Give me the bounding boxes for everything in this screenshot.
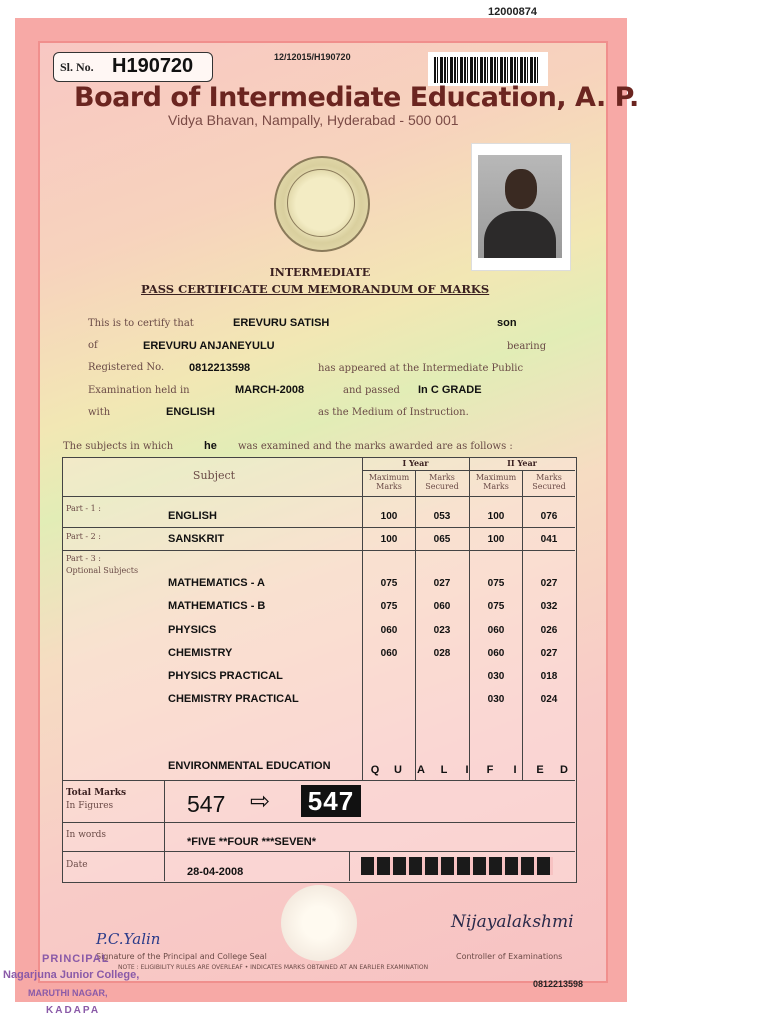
subject-name: CHEMISTRY — [168, 647, 233, 659]
qualified-letter: U — [394, 764, 402, 776]
subject-name: ENGLISH — [168, 510, 217, 522]
mark-cell-y2max: 100 — [487, 511, 505, 522]
serial-number-box — [53, 52, 213, 82]
serial-value: H190720 — [112, 55, 194, 77]
grade: In C GRADE — [418, 384, 482, 396]
year1-header: I Year — [402, 458, 429, 468]
table-divider — [415, 470, 416, 780]
qualified-letter: Q — [370, 764, 380, 776]
mark-cell-y1sec: 028 — [433, 648, 451, 659]
mark-cell-y2sec: 018 — [540, 671, 558, 682]
photo-head — [505, 169, 537, 209]
mark-cell-y2max: 075 — [487, 601, 505, 612]
qualified-letter: L — [440, 764, 448, 776]
y1-max-header: Maximum Marks — [368, 473, 410, 491]
date-label: Date — [66, 860, 88, 870]
mark-cell-y1max: 100 — [380, 511, 398, 522]
subject-name: MATHEMATICS - A — [168, 577, 265, 589]
seal-inner-ring — [287, 169, 355, 237]
subject-header: Subject — [192, 469, 236, 482]
mark-cell-y2sec: 027 — [540, 578, 558, 589]
passed-label: and passed — [343, 385, 400, 396]
stamp-college: Nagarjuna Junior College, — [3, 969, 140, 981]
board-title: Board of Intermediate Education, A. P. — [74, 82, 639, 113]
board-address: Vidya Bhavan, Nampally, Hyderabad - 500 001 — [168, 112, 459, 128]
table-divider — [62, 851, 575, 852]
certify-label: This is to certify that — [88, 318, 194, 329]
mark-cell-y1max: 075 — [380, 601, 398, 612]
y2-max-header: Maximum Marks — [475, 473, 517, 491]
qualified-letter: I — [513, 764, 517, 776]
words-value: *FIVE **FOUR ***SEVEN* — [187, 836, 316, 848]
table-divider — [164, 780, 165, 881]
medium: ENGLISH — [166, 406, 215, 418]
redacted-barcode — [361, 857, 553, 875]
mark-cell-y2sec: 027 — [540, 648, 558, 659]
qualified-letter: D — [560, 764, 568, 776]
medium-text: as the Medium of Instruction. — [318, 407, 469, 418]
exam-date: MARCH-2008 — [235, 384, 305, 396]
mark-cell-y2max: 060 — [487, 625, 505, 636]
registered-number: 0812213598 — [189, 362, 251, 374]
table-divider — [62, 550, 575, 551]
registered-label: Registered No. — [88, 362, 165, 373]
mark-cell-y2sec: 024 — [540, 694, 558, 705]
table-divider — [62, 780, 575, 781]
y1-secured-header: Marks Secured — [425, 473, 459, 491]
mark-cell-y1sec: 065 — [433, 534, 451, 545]
pronoun: he — [204, 440, 217, 452]
hologram-seal — [281, 885, 357, 961]
words-label: In words — [66, 830, 107, 840]
total-label-2: In Figures — [66, 801, 114, 811]
serial-label: Sl. No. — [60, 60, 94, 74]
qualified-letter: A — [417, 764, 425, 776]
mark-cell-y1max: 060 — [380, 625, 398, 636]
mark-cell-y1max: 060 — [380, 648, 398, 659]
part2-label: Part - 2 : — [66, 532, 101, 541]
qualified-letter: I — [465, 764, 469, 776]
mark-cell-y1max: 075 — [380, 578, 398, 589]
qualified-letter: F — [486, 764, 494, 776]
date-value: 28-04-2008 — [187, 866, 244, 878]
father-name: EREVURU ANJANEYULU — [143, 340, 275, 352]
table-divider — [62, 822, 575, 823]
optional-label: Optional Subjects — [66, 566, 139, 575]
candidate-photo — [478, 155, 562, 258]
top-number: 12000874 — [488, 6, 537, 18]
table-divider — [362, 457, 363, 780]
bottom-reg-number: 0812213598 — [533, 979, 584, 989]
reference-code: 12/12015/H190720 — [274, 52, 351, 62]
total-label-1: Total Marks — [66, 788, 127, 798]
year2-header: II Year — [507, 458, 537, 468]
footer-note: NOTE : ELIGIBILITY RULES ARE OVERLEAF • INDICATES MARKS OBTAINED AT AN EARLIER EXAMINATION — [118, 964, 429, 971]
table-divider — [62, 527, 575, 528]
subject-name: SANSKRIT — [168, 533, 225, 545]
y2-secured-header: Marks Secured — [532, 473, 566, 491]
mark-cell-y1max: 100 — [380, 534, 398, 545]
table-divider — [349, 851, 350, 881]
controller-label: Controller of Examinations — [456, 952, 563, 961]
env-subject: ENVIRONMENTAL EDUCATION — [168, 760, 331, 772]
mark-cell-y2max: 030 — [487, 671, 505, 682]
mark-cell-y2sec: 041 — [540, 534, 558, 545]
appeared-text: has appeared at the Intermediate Public — [318, 363, 524, 374]
table-divider — [62, 496, 575, 497]
stamp-location: MARUTHI NAGAR, — [28, 988, 108, 998]
photo-shoulders — [484, 211, 556, 258]
of-label: of — [88, 340, 98, 351]
mark-cell-y1sec: 053 — [433, 511, 451, 522]
principal-signature: P.C.Yalin — [96, 930, 161, 948]
table-divider — [522, 470, 523, 780]
subjects-intro-1: The subjects in which — [63, 441, 174, 452]
part1-label: Part - 1 : — [66, 504, 101, 513]
qualified-letter: E — [536, 764, 544, 776]
mark-cell-y2max: 075 — [487, 578, 505, 589]
mark-cell-y1sec: 027 — [433, 578, 451, 589]
controller-signature: Nijayalakshmi — [451, 912, 574, 932]
subject-name: MATHEMATICS - B — [168, 600, 266, 612]
arrow-right-icon: ⇨ — [250, 788, 271, 815]
total-value: 547 — [187, 791, 226, 817]
table-divider — [362, 470, 575, 471]
mark-cell-y2sec: 076 — [540, 511, 558, 522]
heading-pass-certificate: PASS CERTIFICATE CUM MEMORANDUM OF MARKS — [141, 282, 490, 296]
subject-name: CHEMISTRY PRACTICAL — [168, 693, 299, 705]
mark-cell-y2max: 060 — [487, 648, 505, 659]
part3-label: Part - 3 : — [66, 554, 101, 563]
principal-label: Signature of the Principal and College Seal — [96, 952, 267, 961]
stamp-principal: PRINCIPAL — [42, 953, 110, 965]
candidate-name: EREVURU SATISH — [233, 317, 330, 329]
mark-cell-y2sec: 026 — [540, 625, 558, 636]
subject-name: PHYSICS — [168, 624, 217, 636]
mark-cell-y1sec: 060 — [433, 601, 451, 612]
total-boxed: 547 — [301, 785, 361, 817]
bearing-label: bearing — [507, 341, 547, 352]
with-label: with — [88, 407, 111, 418]
subject-name: PHYSICS PRACTICAL — [168, 670, 283, 682]
mark-cell-y1sec: 023 — [433, 625, 451, 636]
mark-cell-y2sec: 032 — [540, 601, 558, 612]
mark-cell-y2max: 030 — [487, 694, 505, 705]
heading-intermediate: INTERMEDIATE — [269, 266, 371, 279]
mark-cell-y2max: 100 — [487, 534, 505, 545]
exam-label: Examination held in — [88, 385, 190, 396]
subjects-intro-2: was examined and the marks awarded are as follows : — [238, 441, 513, 452]
barcode-image — [434, 57, 540, 83]
relation: son — [497, 317, 517, 329]
stamp-city: KADAPA — [46, 1005, 101, 1016]
table-divider — [469, 457, 470, 780]
